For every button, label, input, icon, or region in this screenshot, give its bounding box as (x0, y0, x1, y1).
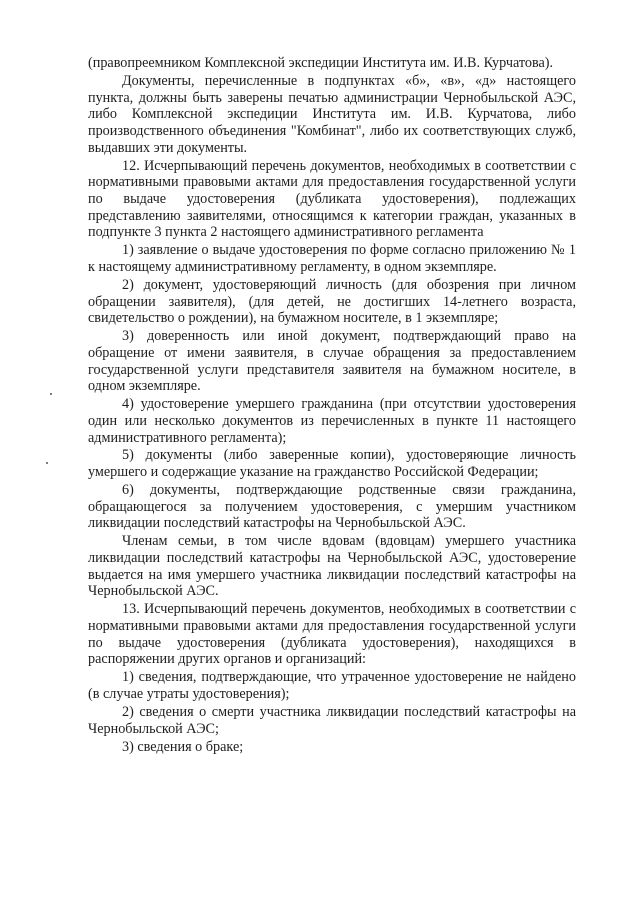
paragraph-continuation: (правопреемником Комплексной экспедиции Института им. И.В. Курчатова). (88, 55, 554, 71)
list-item-12-1: 1) заявление о выдаче удостоверения по форме согласно приложению № 1 к настоящему административному регламенту, в одном экземпляре. (88, 242, 576, 275)
paragraph-item-13: 13. Исчерпывающий перечень документов, необходимых в соответствии с нормативными правовыми актами для предоставления государственной услуги по выдаче удостоверения (дубликата удостоверения), находящихся в распоряжении других органов и организаций: (88, 601, 576, 668)
paragraph-certification-note: Документы, перечисленные в подпунктах «б», «в», «д» настоящего пункта, должны быть заверены печатью администрации Чернобыльской АЭС, либо Комплексной экспедиции Института им. И.В. Курчатова, либо производственного объединения "Комбинат", либо их соответствующих служб, выдавших эти документы. (88, 72, 576, 156)
list-item-12-2: 2) документ, удостоверяющий личность (для обозрения при личном обращении заявителя), (для детей, не достигших 14-летнего возраста, свидетельство о рождении), на бумажном носителе, в 1 экземпляре; (88, 276, 576, 327)
paragraph-family-members: Членам семьи, в том числе вдовам (вдовцам) умершего участника ликвидации последствий катастрофы на Чернобыльской АЭС, удостоверение выдается на имя умершего участника ликвидации последствий катастрофы на Чернобыльской АЭС. (88, 533, 576, 600)
document-body (88, 55, 576, 756)
list-item-12-5: 5) документы (либо заверенные копии), удостоверяющие личность умершего и содержащие указание на гражданство Российской Федерации; (88, 447, 576, 481)
scan-speck (50, 393, 52, 395)
list-item-13-2: 2) сведения о смерти участника ликвидации последствий катастрофы на Чернобыльской АЭС; (88, 703, 576, 737)
list-item-13-1: 1) сведения, подтверждающие, что утраченное удостоверение не найдено (в случае утраты удостоверения); (88, 669, 576, 703)
list-item-12-4: 4) удостоверение умершего гражданина (при отсутствии удостоверения один или несколько документов из перечисленных в пункте 11 настоящего административного регламента); (88, 396, 576, 446)
paragraph-item-12: 12. Исчерпывающий перечень документов, необходимых в соответствии с нормативными правовыми актами для предоставления государственной услуги по выдаче удостоверения (дубликата удостоверения), подлежащих представлению заявителями, относящимся к категории граждан, указанных в подпункте 3 пункта 2 настоящего административного регламента (88, 157, 576, 241)
list-item-12-6: 6) документы, подтверждающие родственные связи гражданина, обращающегося за получением удостоверения, с умершим участником ликвидации последствий катастрофы на Чернобыльской АЭС. (88, 482, 576, 532)
list-item-12-3: 3) доверенность или иной документ, подтверждающий право на обращение от имени заявителя, в случае обращения за предоставлением государственной услуги представителя заявителя на бумажном носителе, в одном экземпляре. (88, 328, 576, 395)
list-item-13-3: 3) сведения о браке; (122, 738, 244, 755)
scan-speck (46, 462, 48, 464)
